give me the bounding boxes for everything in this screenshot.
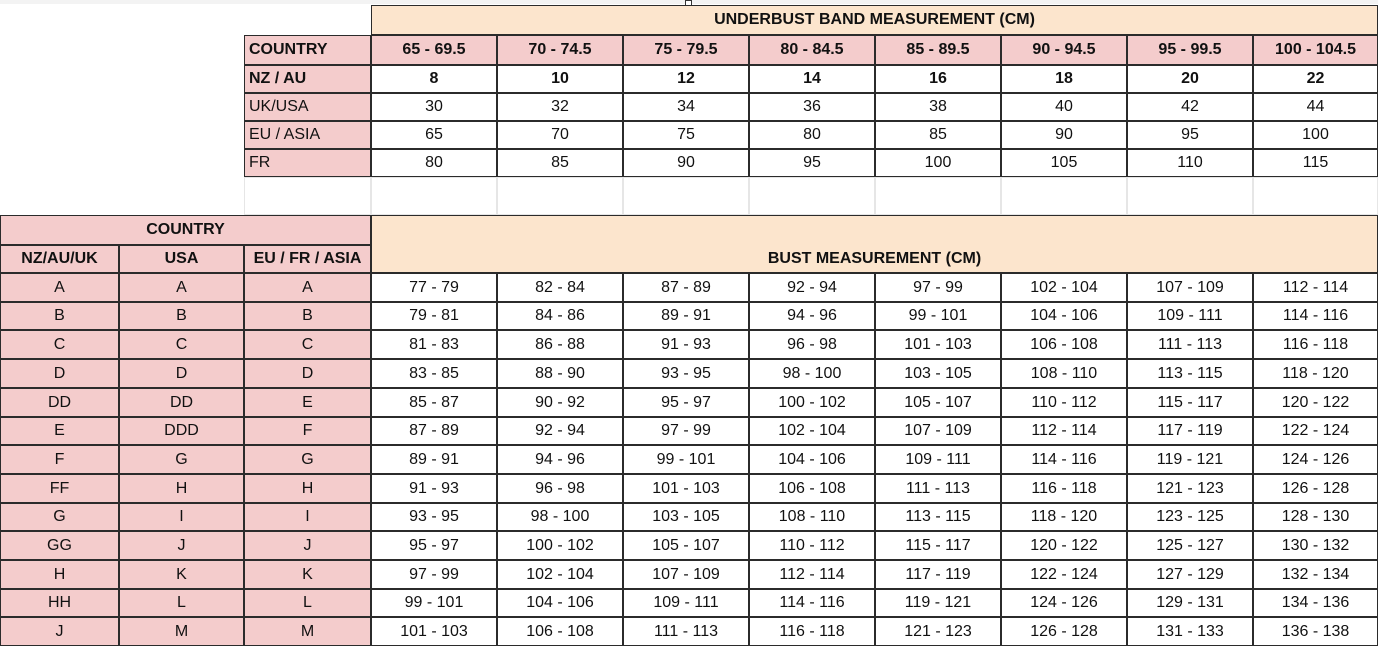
- bust-range-cell: 126 - 128: [1001, 617, 1127, 646]
- bust-range-cell: 107 - 109: [623, 560, 749, 589]
- band-size-cell: 85: [497, 149, 623, 177]
- bust-range-cell: 90 - 92: [497, 388, 623, 417]
- band-size-cell: 70: [497, 121, 623, 149]
- bust-range-cell: 119 - 121: [875, 589, 1001, 617]
- cup-size-cell: DD: [119, 388, 244, 417]
- bust-range-cell: 85 - 87: [371, 388, 497, 417]
- bust-range-cell: 103 - 105: [623, 503, 749, 531]
- bust-range-cell: 107 - 109: [1127, 273, 1253, 302]
- empty-cell: [623, 177, 749, 215]
- cup-size-cell: J: [244, 531, 371, 560]
- band-size-cell: 30: [371, 93, 497, 121]
- band-size-cell: 18: [1001, 65, 1127, 93]
- band-size-cell: 40: [1001, 93, 1127, 121]
- band-size-cell: 10: [497, 65, 623, 93]
- bust-range-cell: 91 - 93: [623, 330, 749, 359]
- bust-range-cell: 100 - 102: [497, 531, 623, 560]
- bust-range-cell: 136 - 138: [1253, 617, 1378, 646]
- cup-size-cell: A: [119, 273, 244, 302]
- band-size-cell: 75: [623, 121, 749, 149]
- cup-size-cell: M: [244, 617, 371, 646]
- bust-range-cell: 92 - 94: [497, 417, 623, 445]
- cup-size-cell: K: [119, 560, 244, 589]
- bust-range-cell: 126 - 128: [1253, 474, 1378, 503]
- cup-size-cell: H: [119, 474, 244, 503]
- band-size-cell: 80: [749, 121, 875, 149]
- band-size-cell: 100: [1253, 121, 1378, 149]
- band-size-cell: 16: [875, 65, 1001, 93]
- bust-range-cell: 107 - 109: [875, 417, 1001, 445]
- bust-range-cell: 89 - 91: [623, 302, 749, 330]
- bust-range-cell: 124 - 126: [1253, 445, 1378, 474]
- cup-size-cell: K: [244, 560, 371, 589]
- band-range-header: 85 - 89.5: [875, 35, 1001, 65]
- bust-range-cell: 125 - 127: [1127, 531, 1253, 560]
- empty-cell: [1001, 177, 1127, 215]
- cup-size-cell: A: [0, 273, 119, 302]
- cup-size-cell: FF: [0, 474, 119, 503]
- cup-size-cell: L: [119, 589, 244, 617]
- bust-range-cell: 93 - 95: [371, 503, 497, 531]
- cup-size-cell: C: [244, 330, 371, 359]
- band-size-cell: 42: [1127, 93, 1253, 121]
- bust-range-cell: 122 - 124: [1253, 417, 1378, 445]
- band-size-cell: 80: [371, 149, 497, 177]
- country-row-label: FR: [244, 149, 371, 177]
- cup-size-cell: L: [244, 589, 371, 617]
- band-size-cell: 95: [1127, 121, 1253, 149]
- bust-range-cell: 82 - 84: [497, 273, 623, 302]
- bust-range-cell: 106 - 108: [497, 617, 623, 646]
- bust-range-cell: 122 - 124: [1001, 560, 1127, 589]
- bust-range-cell: 113 - 115: [875, 503, 1001, 531]
- bust-range-cell: 96 - 98: [497, 474, 623, 503]
- cup-size-cell: C: [0, 330, 119, 359]
- cup-size-cell: B: [119, 302, 244, 330]
- cup-size-cell: DDD: [119, 417, 244, 445]
- bust-range-cell: 121 - 123: [875, 617, 1001, 646]
- bust-range-cell: 99 - 101: [875, 302, 1001, 330]
- band-size-cell: 44: [1253, 93, 1378, 121]
- bust-range-cell: 115 - 117: [875, 531, 1001, 560]
- bust-range-cell: 127 - 129: [1127, 560, 1253, 589]
- cup-size-cell: I: [244, 503, 371, 531]
- bust-range-cell: 104 - 106: [497, 589, 623, 617]
- band-title: UNDERBUST BAND MEASUREMENT (CM): [371, 5, 1378, 35]
- bust-range-cell: 79 - 81: [371, 302, 497, 330]
- bust-range-cell: 94 - 96: [497, 445, 623, 474]
- bust-range-cell: 98 - 100: [749, 359, 875, 388]
- cup-size-cell: GG: [0, 531, 119, 560]
- band-size-cell: 32: [497, 93, 623, 121]
- band-size-cell: 14: [749, 65, 875, 93]
- band-range-header: 90 - 94.5: [1001, 35, 1127, 65]
- bust-range-cell: 112 - 114: [1001, 417, 1127, 445]
- bust-range-cell: 111 - 113: [623, 617, 749, 646]
- bust-range-cell: 117 - 119: [1127, 417, 1253, 445]
- country-row-label: NZ / AU: [244, 65, 371, 93]
- bust-range-cell: 129 - 131: [1127, 589, 1253, 617]
- bust-range-cell: 101 - 103: [371, 617, 497, 646]
- bust-range-cell: 93 - 95: [623, 359, 749, 388]
- bust-range-cell: 111 - 113: [1127, 330, 1253, 359]
- band-size-cell: 105: [1001, 149, 1127, 177]
- bust-range-cell: 108 - 110: [749, 503, 875, 531]
- bust-range-cell: 106 - 108: [749, 474, 875, 503]
- cup-system-header: NZ/AU/UK: [0, 245, 119, 273]
- cup-size-cell: G: [0, 503, 119, 531]
- cup-size-cell: G: [244, 445, 371, 474]
- bust-range-cell: 130 - 132: [1253, 531, 1378, 560]
- cup-size-cell: HH: [0, 589, 119, 617]
- bust-range-cell: 117 - 119: [875, 560, 1001, 589]
- bust-range-cell: 92 - 94: [749, 273, 875, 302]
- bust-range-cell: 124 - 126: [1001, 589, 1127, 617]
- bust-range-cell: 119 - 121: [1127, 445, 1253, 474]
- bust-range-cell: 87 - 89: [371, 417, 497, 445]
- bust-range-cell: 103 - 105: [875, 359, 1001, 388]
- bust-range-cell: 116 - 118: [749, 617, 875, 646]
- cup-size-cell: E: [244, 388, 371, 417]
- band-size-cell: 115: [1253, 149, 1378, 177]
- bust-range-cell: 120 - 122: [1253, 388, 1378, 417]
- bust-range-cell: 110 - 112: [749, 531, 875, 560]
- band-size-cell: 90: [623, 149, 749, 177]
- cup-size-cell: H: [244, 474, 371, 503]
- bust-range-cell: 111 - 113: [875, 474, 1001, 503]
- bust-range-cell: 123 - 125: [1127, 503, 1253, 531]
- cup-size-cell: D: [119, 359, 244, 388]
- bust-range-cell: 96 - 98: [749, 330, 875, 359]
- country-label: COUNTRY: [244, 35, 371, 65]
- bust-range-cell: 84 - 86: [497, 302, 623, 330]
- bust-range-cell: 98 - 100: [497, 503, 623, 531]
- bust-range-cell: 114 - 116: [1001, 445, 1127, 474]
- country-row-label: EU / ASIA: [244, 121, 371, 149]
- bust-range-cell: 109 - 111: [623, 589, 749, 617]
- bust-range-cell: 105 - 107: [875, 388, 1001, 417]
- cup-size-cell: D: [0, 359, 119, 388]
- cup-size-cell: H: [0, 560, 119, 589]
- cup-size-cell: D: [244, 359, 371, 388]
- bust-range-cell: 110 - 112: [1001, 388, 1127, 417]
- bust-range-cell: 97 - 99: [371, 560, 497, 589]
- cup-size-cell: I: [119, 503, 244, 531]
- cup-size-cell: B: [0, 302, 119, 330]
- band-size-cell: 110: [1127, 149, 1253, 177]
- cup-size-cell: J: [119, 531, 244, 560]
- band-range-header: 65 - 69.5: [371, 35, 497, 65]
- cup-system-header: EU / FR / ASIA: [244, 245, 371, 273]
- empty-cell: [244, 177, 371, 215]
- band-range-header: 70 - 74.5: [497, 35, 623, 65]
- band-size-cell: 90: [1001, 121, 1127, 149]
- band-size-cell: 20: [1127, 65, 1253, 93]
- cup-size-cell: E: [0, 417, 119, 445]
- cup-size-cell: M: [119, 617, 244, 646]
- bust-range-cell: 105 - 107: [623, 531, 749, 560]
- bust-range-cell: 87 - 89: [623, 273, 749, 302]
- bust-range-cell: 112 - 114: [1253, 273, 1378, 302]
- bust-range-cell: 95 - 97: [371, 531, 497, 560]
- band-range-header: 80 - 84.5: [749, 35, 875, 65]
- bust-range-cell: 86 - 88: [497, 330, 623, 359]
- cup-size-cell: F: [0, 445, 119, 474]
- band-size-cell: 95: [749, 149, 875, 177]
- empty-cell: [1253, 177, 1378, 215]
- cup-size-cell: F: [244, 417, 371, 445]
- band-size-cell: 12: [623, 65, 749, 93]
- cup-system-header: USA: [119, 245, 244, 273]
- band-size-cell: 34: [623, 93, 749, 121]
- band-range-header: 75 - 79.5: [623, 35, 749, 65]
- cup-size-cell: B: [244, 302, 371, 330]
- band-size-cell: 22: [1253, 65, 1378, 93]
- bust-range-cell: 115 - 117: [1127, 388, 1253, 417]
- bust-title: BUST MEASUREMENT (CM): [371, 215, 1378, 273]
- band-size-cell: 65: [371, 121, 497, 149]
- empty-cell: [749, 177, 875, 215]
- bust-range-cell: 113 - 115: [1127, 359, 1253, 388]
- bust-range-cell: 128 - 130: [1253, 503, 1378, 531]
- bust-range-cell: 94 - 96: [749, 302, 875, 330]
- bust-range-cell: 120 - 122: [1001, 531, 1127, 560]
- bust-range-cell: 112 - 114: [749, 560, 875, 589]
- bust-range-cell: 108 - 110: [1001, 359, 1127, 388]
- empty-cell: [1127, 177, 1253, 215]
- bust-range-cell: 118 - 120: [1001, 503, 1127, 531]
- bust-range-cell: 89 - 91: [371, 445, 497, 474]
- bust-range-cell: 102 - 104: [749, 417, 875, 445]
- bust-range-cell: 114 - 116: [1253, 302, 1378, 330]
- country-header: COUNTRY: [0, 215, 371, 245]
- empty-cell: [497, 177, 623, 215]
- bust-range-cell: 99 - 101: [371, 589, 497, 617]
- band-range-header: 100 - 104.5: [1253, 35, 1378, 65]
- bust-range-cell: 116 - 118: [1001, 474, 1127, 503]
- bust-range-cell: 77 - 79: [371, 273, 497, 302]
- bust-range-cell: 100 - 102: [749, 388, 875, 417]
- cup-size-cell: A: [244, 273, 371, 302]
- bust-range-cell: 121 - 123: [1127, 474, 1253, 503]
- bust-range-cell: 99 - 101: [623, 445, 749, 474]
- band-range-header: 95 - 99.5: [1127, 35, 1253, 65]
- bust-range-cell: 81 - 83: [371, 330, 497, 359]
- bust-range-cell: 109 - 111: [875, 445, 1001, 474]
- bust-range-cell: 91 - 93: [371, 474, 497, 503]
- bust-range-cell: 104 - 106: [749, 445, 875, 474]
- cup-size-cell: DD: [0, 388, 119, 417]
- bust-range-cell: 95 - 97: [623, 388, 749, 417]
- bust-range-cell: 83 - 85: [371, 359, 497, 388]
- band-size-cell: 8: [371, 65, 497, 93]
- empty-cell: [371, 177, 497, 215]
- bust-range-cell: 131 - 133: [1127, 617, 1253, 646]
- bust-range-cell: 104 - 106: [1001, 302, 1127, 330]
- bust-range-cell: 101 - 103: [623, 474, 749, 503]
- bust-range-cell: 88 - 90: [497, 359, 623, 388]
- bust-range-cell: 106 - 108: [1001, 330, 1127, 359]
- empty-cell: [875, 177, 1001, 215]
- bust-range-cell: 102 - 104: [1001, 273, 1127, 302]
- band-size-cell: 36: [749, 93, 875, 121]
- bust-range-cell: 132 - 134: [1253, 560, 1378, 589]
- bust-range-cell: 97 - 99: [623, 417, 749, 445]
- cup-size-cell: G: [119, 445, 244, 474]
- bust-range-cell: 116 - 118: [1253, 330, 1378, 359]
- cup-size-cell: C: [119, 330, 244, 359]
- bust-range-cell: 97 - 99: [875, 273, 1001, 302]
- bust-range-cell: 114 - 116: [749, 589, 875, 617]
- band-size-cell: 85: [875, 121, 1001, 149]
- bust-range-cell: 109 - 111: [1127, 302, 1253, 330]
- cup-size-cell: J: [0, 617, 119, 646]
- band-size-cell: 38: [875, 93, 1001, 121]
- country-row-label: UK/USA: [244, 93, 371, 121]
- bust-range-cell: 118 - 120: [1253, 359, 1378, 388]
- band-size-cell: 100: [875, 149, 1001, 177]
- bust-range-cell: 134 - 136: [1253, 589, 1378, 617]
- bust-range-cell: 101 - 103: [875, 330, 1001, 359]
- bust-range-cell: 102 - 104: [497, 560, 623, 589]
